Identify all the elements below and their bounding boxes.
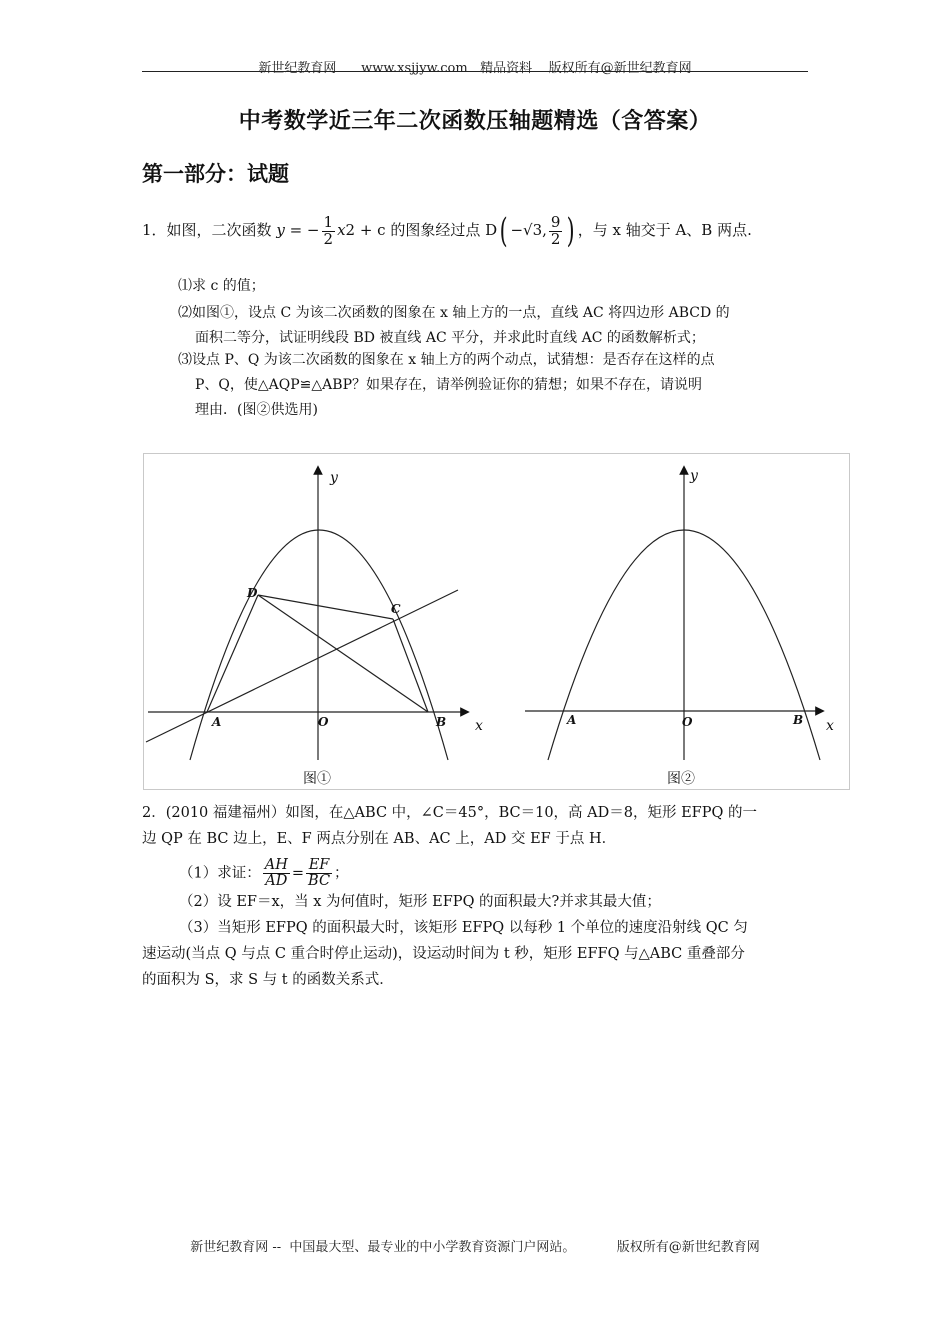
problem-1-part-1: ⑴求 c 的值； — [178, 278, 265, 294]
eq-tail: 2 + c — [345, 221, 386, 239]
fig1-label-A: A — [212, 715, 222, 729]
problem-2 — [142, 800, 812, 993]
fraction-ef-bc — [306, 858, 332, 889]
fig1-caption: 图① — [303, 771, 331, 787]
fig1-segment-AD — [207, 595, 258, 712]
part-1-prefix: （1）求证： — [179, 865, 261, 882]
frac-ah: AH — [264, 857, 288, 873]
part-3-line-3: 理由．(图②供选用) — [195, 402, 318, 418]
fig2-label-O: O — [682, 715, 693, 729]
part-1-end: ； — [334, 865, 349, 882]
fraction-ah-ad — [263, 858, 290, 889]
stem-after-point: ，与 x 轴交于 A、B 两点. — [577, 221, 752, 239]
document-title: 中考数学近三年二次函数压轴题精选（含答案） — [238, 109, 712, 134]
problem-2-part-3-line-3: 的面积为 S，求 S 与 t 的函数关系式． — [142, 972, 394, 989]
section-title: 第一部分：试题 — [142, 162, 289, 186]
part-2-line-1: ⑵如图①，设点 C 为该二次函数的图象在 x 轴上方的一点，直线 AC 将四边形 ABCD 的 — [178, 305, 730, 321]
problem-2-part-3-line-1: （3）当矩形 EFPQ 的面积最大时，该矩形 EFPQ 以每秒 1 个单位的速度沿射线 QC 匀 — [179, 920, 748, 937]
part-2-line-2: 面积二等分，试证明线段 BD 被直线 AC 平分，并求此时直线 AC 的函数解析式； — [195, 330, 705, 346]
fig1-label-D: D — [247, 586, 258, 600]
fig2-label-x: x — [826, 718, 834, 734]
fig1-label-y: y — [330, 470, 338, 486]
eq-y: y — [276, 221, 285, 239]
point-frac-den: 2 — [550, 229, 561, 248]
eq-frac-den: 2 — [323, 229, 334, 248]
point-x: −√3, — [510, 221, 547, 239]
frac-ad: AD — [265, 873, 288, 890]
figure-2-labels — [566, 468, 834, 734]
figure-1-labels — [211, 470, 483, 734]
eq-x: x — [337, 221, 346, 239]
fig2-label-A: A — [567, 713, 577, 727]
problem-2-part-3-line-2: 速运动(当点 Q 与点 C 重合时停止运动)，设运动时间为 t 秒，矩形 EFFQ 与△ABC 重叠部分 — [142, 946, 745, 963]
page-footer: 新世纪教育网 -- 中国最大型、最专业的中小学教育资源门户网站。 版权所有@新世纪教育网 — [190, 1240, 760, 1255]
eq-frac-num: 1 — [323, 212, 334, 231]
fig1-segment-DB — [258, 595, 428, 712]
fig1-label-x: x — [475, 718, 483, 734]
page-header: 新世纪教育网 www.xsjjyw.com 精品资料 版权所有@新世纪教育网 — [258, 61, 692, 76]
fig1-segment-CB — [393, 619, 428, 712]
point-frac-num: 9 — [550, 212, 561, 231]
fig2-caption: 图② — [667, 771, 695, 787]
fig1-label-B: B — [436, 715, 447, 729]
part-3-line-1: ⑶设点 P、Q 为该二次函数的图象在 x 轴上方的两个动点，试猜想：是否存在这样的点 — [178, 352, 715, 368]
problem-2-line-2: 边 QP 在 BC 边上，E、F 两点分别在 AB、AC 上，AD 交 EF 于点 H． — [142, 831, 617, 847]
problem-2-part-1 — [142, 858, 812, 889]
fig1-segment-DC — [258, 595, 393, 619]
right-paren: ) — [567, 211, 576, 251]
eq-equals: = − — [284, 221, 320, 239]
left-paren: ( — [499, 211, 508, 251]
equals-sign: = — [291, 865, 305, 882]
fig1-label-C: C — [391, 602, 401, 616]
fig2-label-B: B — [793, 713, 804, 727]
stem-after-eq: 的图象经过点 D — [390, 221, 498, 239]
frac-ef: EF — [306, 858, 332, 874]
fig1-label-O: O — [318, 715, 329, 729]
part-3-line-2: P、Q，使△AQP≌△ABP？如果存在，请举例验证你的猜想；如果不存在，请说明 — [195, 377, 702, 393]
stem-intro: 如图，二次函数 — [166, 221, 272, 239]
fig2-label-y: y — [690, 468, 698, 484]
problem-2-line-1: 2．(2010 福建福州）如图，在△ABC 中，∠C＝45°，BC＝10，高 AD＝8，矩形 EFPQ 的一 — [142, 805, 757, 821]
figure-1 — [146, 470, 465, 760]
problem-number: 1． — [142, 221, 167, 239]
frac-bc: BC — [308, 873, 331, 890]
problem-2-part-2: （2）设 EF＝x，当 x 为何值时，矩形 EFPQ 的面积最大?并求其最大值； — [179, 894, 661, 911]
